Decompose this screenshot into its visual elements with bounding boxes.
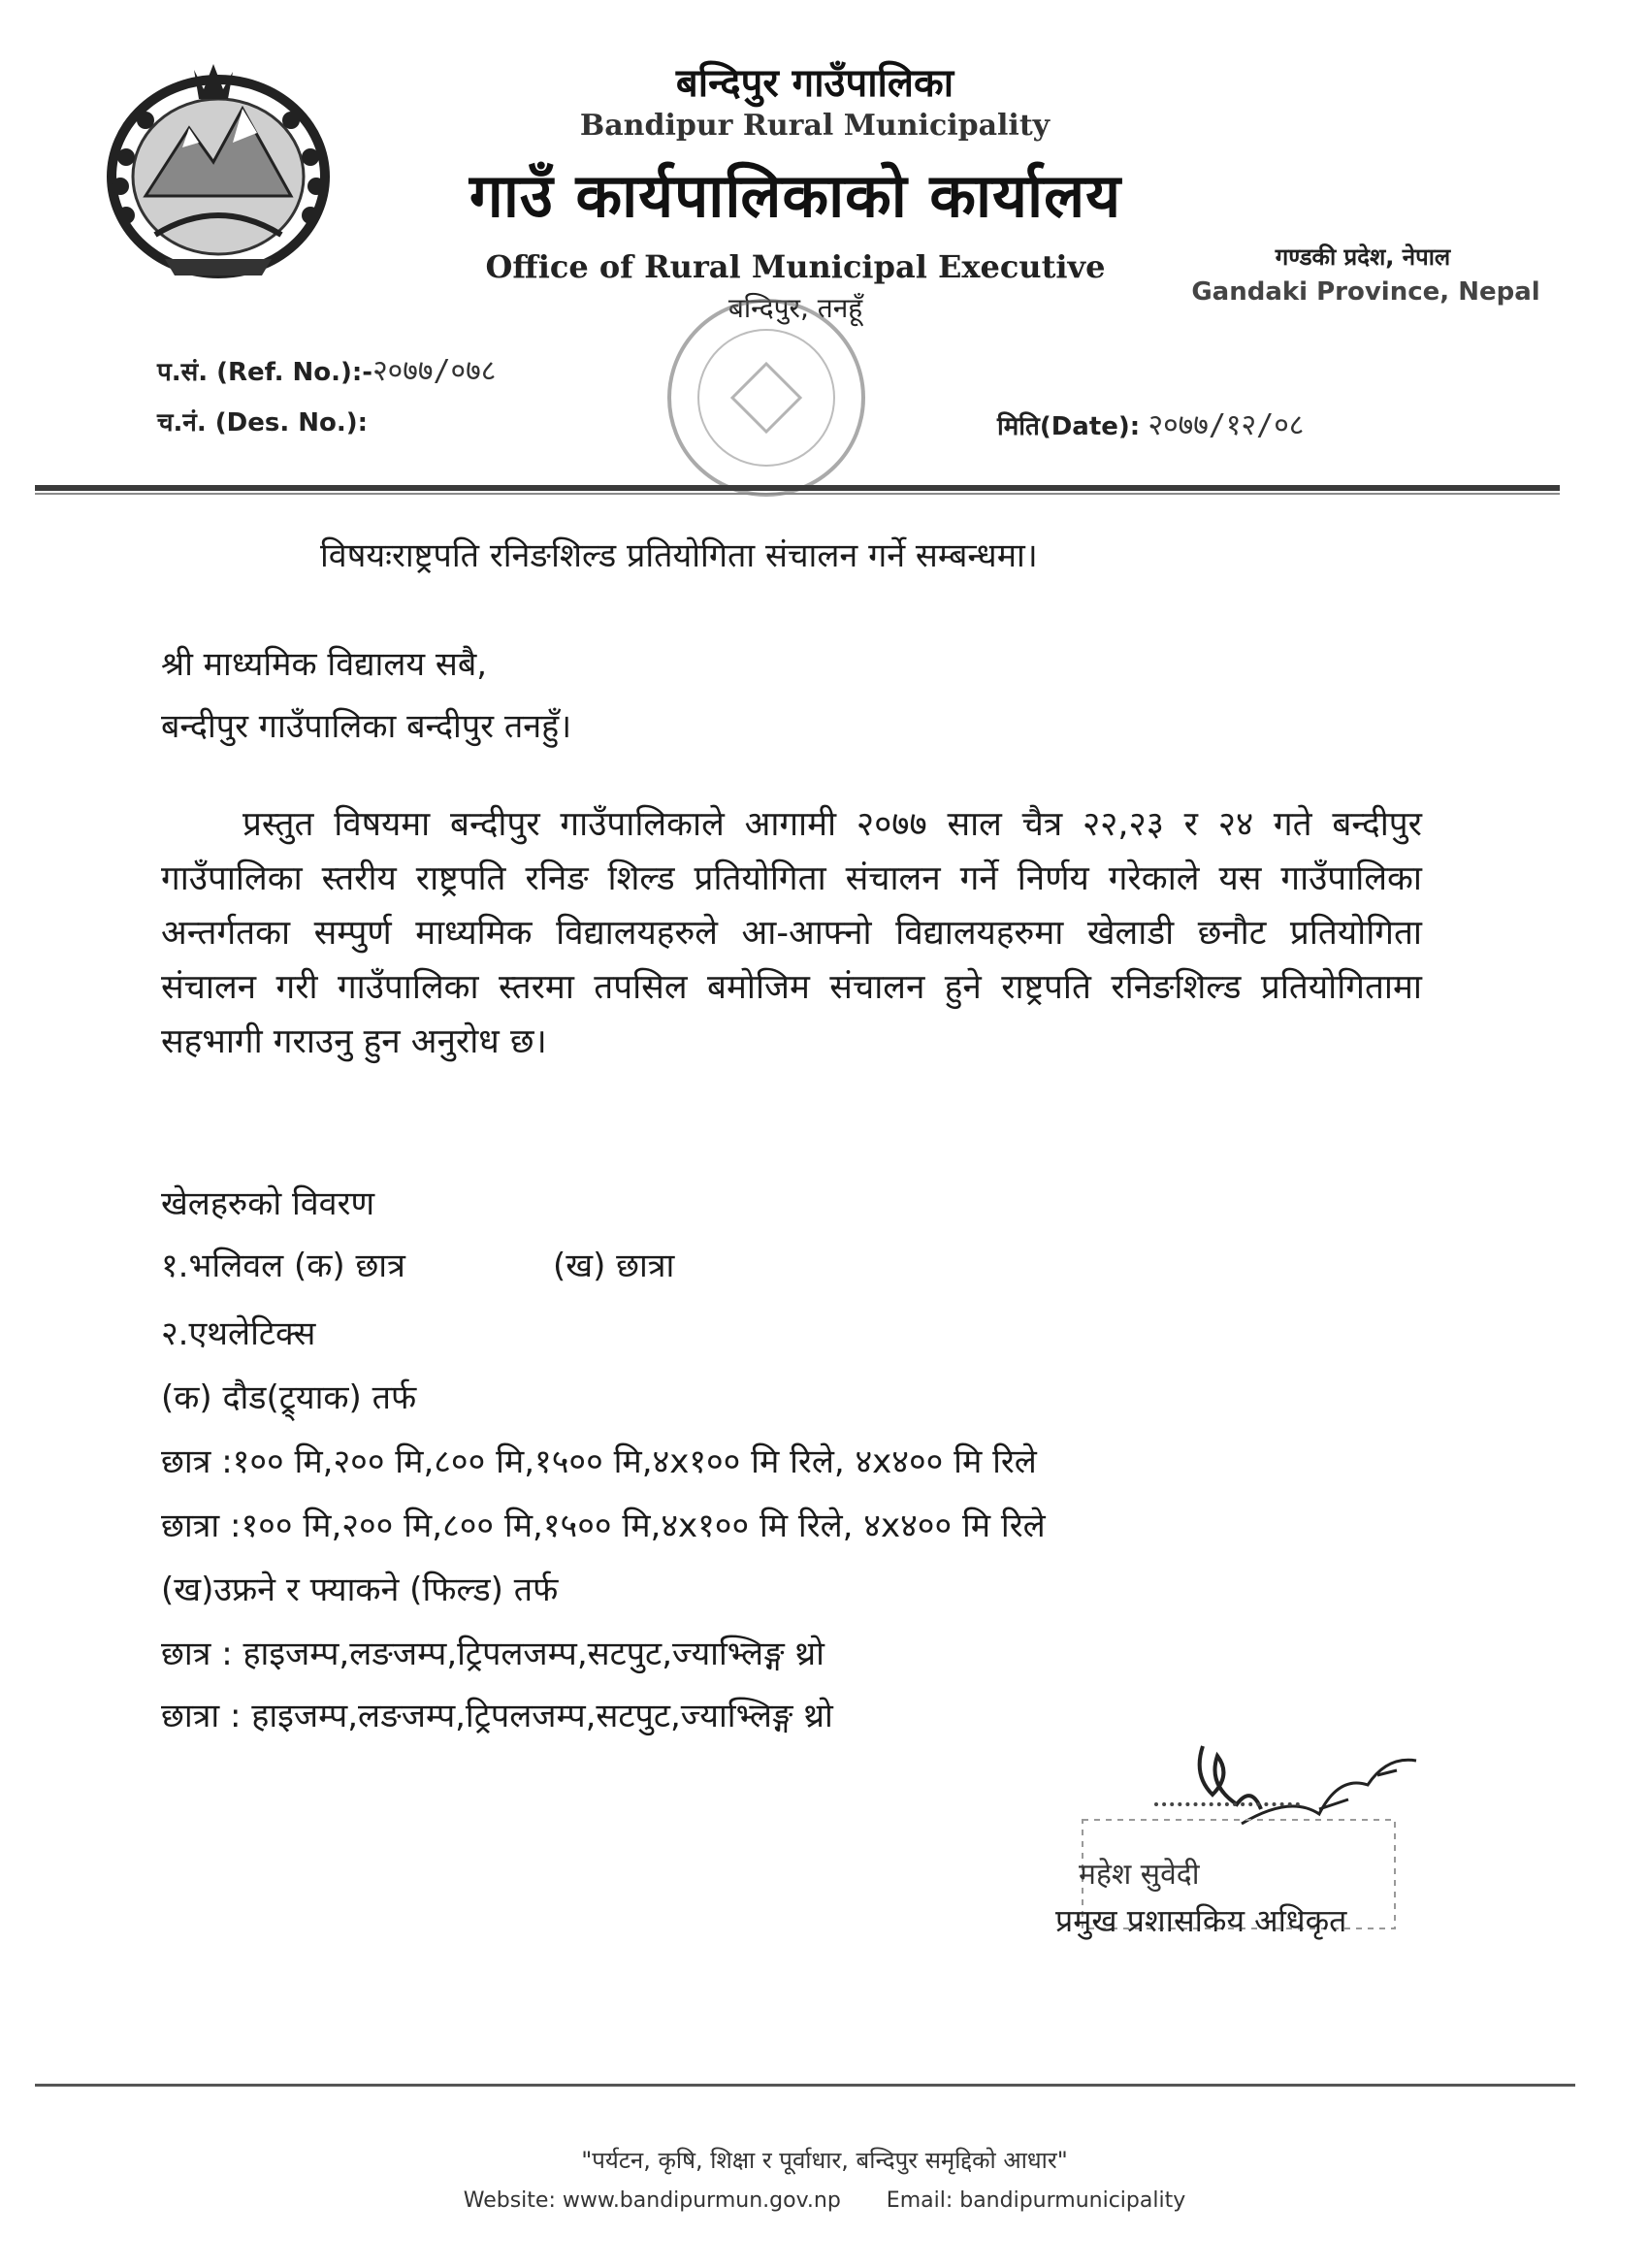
date-value: २०७७/१२/०८	[1148, 408, 1305, 442]
footer-website: Website: www.bandipurmun.gov.np	[463, 2188, 841, 2213]
details-heading: खेलहरुको विवरण	[161, 1184, 375, 1223]
municipality-name-en: Bandipur Rural Municipality	[579, 109, 1051, 143]
signatory-title: प्रमुख प्रशासकिय अधिकृत	[1055, 1902, 1347, 1939]
item-athletics: २.एथलेटिक्स	[161, 1314, 316, 1353]
nepal-emblem-icon	[97, 50, 340, 283]
ref-label: प.सं. (Ref. No.):-	[157, 358, 373, 387]
footer-email: Email: bandipurmunicipality	[886, 2188, 1186, 2213]
recipient-line-1: श्री माध्यमिक विद्यालय सबै,	[161, 645, 488, 684]
letter-date	[997, 404, 1304, 443]
item-volleyball-girls: (ख) छात्रा	[553, 1247, 675, 1285]
recipient-line-2: बन्दीपुर गाउँपालिका बन्दीपुर तनहुँ।	[161, 707, 572, 746]
field-girls: छात्रा : हाइजम्प,लङजम्प,ट्रिपलजम्प,सटपुट,ज्याभ्लिङ्ग थ्रो	[161, 1697, 833, 1735]
header-divider-thin	[35, 493, 1560, 495]
item-volleyball-boys: १.भलिवल (क) छात्र	[161, 1247, 405, 1285]
footer-contact	[369, 2188, 1280, 2213]
office-title-en: Office of Rural Municipal Executive	[485, 248, 1106, 285]
letter-body: प्रस्तुत विषयमा बन्दीपुर गाउँपालिकाले आगामी २०७७ साल चैत्र २२,२३ र २४ गते बन्दीपुर गाउँपालिका स्तरीय राष्ट्रपति रनिङ शिल्ड प्रतियोगिता संचालन गर्ने निर्णय गरेकाले यस गाउँपालिका अन्तर्गतका सम्पुर्ण माध्यमिक विद्यालयहरुले आ-आफ्नो विद्यालयहरुमा खेलाडी छनौट प्रतियोगिता संचालन गरी गाउँपालिका स्तरमा तपसिल बमोजिम संचालन हुने राष्ट्रपति रनिङशिल्ड प्रतियोगितामा सहभागी गराउनु हुन अनुरोध छ।	[161, 805, 1422, 1061]
des-label: च.नं. (Des. No.):	[157, 408, 369, 437]
dispatch-number	[157, 404, 368, 438]
header-divider	[35, 485, 1560, 491]
ref-value: २०७७/०७८	[372, 354, 497, 388]
municipality-name-np: बन्दिपुर गाउँपालिका	[675, 61, 954, 106]
field-heading: (ख)उफ्रने र फ्याकने (फिल्ड) तर्फ	[161, 1571, 559, 1609]
signature-line	[1154, 1802, 1300, 1806]
letter-subject: विषयःराष्ट्रपति रनिङशिल्ड प्रतियोगिता संचालन गर्ने सम्बन्धमा।	[320, 536, 1038, 575]
office-title-np: गाउँ कार्यपालिकाको कार्यालय	[469, 160, 1122, 231]
province-np: गण्डकी प्रदेश, नेपाल	[1275, 243, 1451, 271]
track-boys: छात्र :१०० मि,२०० मि,८०० मि,१५०० मि,४x१०० मि रिले, ४x४०० मि रिले	[161, 1442, 1037, 1481]
footer-motto: "पर्यटन, कृषि, शिक्षा र पूर्वाधार, बन्दिपुर समृद्दिको आधार"	[581, 2147, 1068, 2174]
date-label: मिति(Date):	[997, 412, 1141, 441]
footer-divider	[35, 2084, 1575, 2087]
province-en: Gandaki Province, Nepal	[1191, 277, 1540, 307]
track-girls: छात्रा :१०० मि,२०० मि,८०० मि,१५०० मि,४x१०० मि रिले, ४x४०० मि रिले	[161, 1507, 1046, 1545]
reference-number	[157, 349, 496, 389]
track-heading: (क) दौड(ट्र्याक) तर्फ	[161, 1378, 417, 1417]
field-boys: छात्र : हाइजम्प,लङजम्प,ट्रिपलजम्प,सटपुट,ज्याभ्लिङ्ग थ्रो	[161, 1635, 824, 1673]
signatory-name: महेश सुवेदी	[1079, 1858, 1200, 1892]
office-stamp-icon	[640, 281, 892, 514]
office-location: बन्दिपुर, तनहूँ	[728, 292, 863, 324]
